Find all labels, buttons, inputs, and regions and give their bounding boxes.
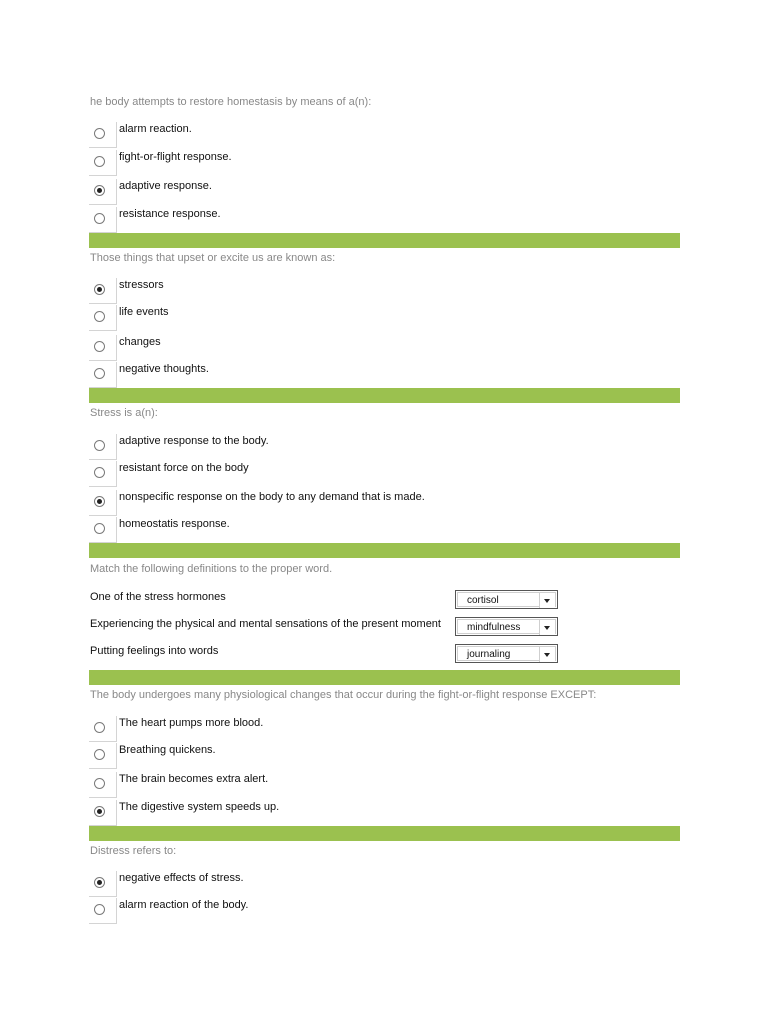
radio-unselected-icon[interactable] bbox=[94, 311, 105, 322]
option-label: adaptive response to the body. bbox=[119, 435, 269, 447]
q1-option-1[interactable] bbox=[89, 122, 649, 142]
separator-bar bbox=[89, 670, 680, 685]
q6-option-2[interactable] bbox=[89, 898, 649, 918]
option-label: The heart pumps more blood. bbox=[119, 717, 264, 729]
radio-selected-icon[interactable] bbox=[94, 806, 105, 817]
option-label: stressors bbox=[119, 279, 164, 291]
q5-option-3[interactable] bbox=[89, 772, 649, 792]
match-definition: One of the stress hormones bbox=[90, 591, 226, 603]
q5-option-1[interactable] bbox=[89, 716, 649, 736]
q6-option-1[interactable] bbox=[89, 871, 649, 891]
radio-selected-icon[interactable] bbox=[94, 284, 105, 295]
radio-unselected-icon[interactable] bbox=[94, 213, 105, 224]
separator-bar bbox=[89, 388, 680, 403]
option-label: fight-or-flight response. bbox=[119, 151, 232, 163]
chevron-down-icon[interactable] bbox=[539, 647, 555, 662]
option-label: negative thoughts. bbox=[119, 363, 209, 375]
radio-unselected-icon[interactable] bbox=[94, 467, 105, 478]
radio-unselected-icon[interactable] bbox=[94, 749, 105, 760]
q2-option-3[interactable] bbox=[89, 335, 649, 355]
question-6-prompt: Distress refers to: bbox=[90, 845, 177, 857]
option-label: resistant force on the body bbox=[119, 462, 249, 474]
option-label: homeostatis response. bbox=[119, 518, 230, 530]
radio-selected-icon[interactable] bbox=[94, 496, 105, 507]
q1-option-3[interactable] bbox=[89, 179, 649, 199]
q1-option-2[interactable] bbox=[89, 150, 649, 170]
q2-option-2[interactable] bbox=[89, 305, 649, 325]
option-label: The digestive system speeds up. bbox=[119, 801, 280, 813]
match-definition: Putting feelings into words bbox=[90, 645, 219, 657]
q3-option-1[interactable] bbox=[89, 434, 649, 454]
option-label: Breathing quickens. bbox=[119, 744, 216, 756]
radio-unselected-icon[interactable] bbox=[94, 722, 105, 733]
question-3-prompt: Stress is a(n): bbox=[90, 407, 158, 419]
separator-bar bbox=[89, 826, 680, 841]
question-1-prompt: he body attempts to restore homestasis by means of a(n): bbox=[90, 96, 372, 108]
separator-bar bbox=[89, 233, 680, 248]
match-dropdown[interactable] bbox=[455, 590, 558, 609]
match-dropdown[interactable] bbox=[455, 644, 558, 663]
option-label: alarm reaction of the body. bbox=[119, 899, 249, 911]
q3-option-4[interactable] bbox=[89, 517, 649, 537]
match-definition: Experiencing the physical and mental sensations of the present moment bbox=[90, 618, 441, 630]
radio-unselected-icon[interactable] bbox=[94, 368, 105, 379]
radio-unselected-icon[interactable] bbox=[94, 156, 105, 167]
option-label: resistance response. bbox=[119, 208, 221, 220]
separator-bar bbox=[89, 543, 680, 558]
option-label: adaptive response. bbox=[119, 180, 212, 192]
question-2-prompt: Those things that upset or excite us are known as: bbox=[90, 252, 336, 264]
dropdown-value: cortisol bbox=[467, 595, 499, 606]
dropdown-value: mindfulness bbox=[467, 622, 521, 633]
q1-option-4[interactable] bbox=[89, 207, 649, 227]
radio-unselected-icon[interactable] bbox=[94, 341, 105, 352]
chevron-down-icon[interactable] bbox=[539, 620, 555, 635]
dropdown-value: journaling bbox=[467, 649, 511, 660]
option-label: The brain becomes extra alert. bbox=[119, 773, 269, 785]
radio-selected-icon[interactable] bbox=[94, 877, 105, 888]
radio-unselected-icon[interactable] bbox=[94, 440, 105, 451]
q3-option-2[interactable] bbox=[89, 461, 649, 481]
q3-option-3[interactable] bbox=[89, 490, 649, 510]
q2-option-4[interactable] bbox=[89, 362, 649, 382]
radio-unselected-icon[interactable] bbox=[94, 523, 105, 534]
option-label: negative effects of stress. bbox=[119, 872, 244, 884]
match-dropdown[interactable] bbox=[455, 617, 558, 636]
question-4-prompt: Match the following definitions to the proper word. bbox=[90, 563, 333, 575]
radio-unselected-icon[interactable] bbox=[94, 904, 105, 915]
chevron-down-icon[interactable] bbox=[539, 593, 555, 608]
q5-option-4[interactable] bbox=[89, 800, 649, 820]
option-label: changes bbox=[119, 336, 161, 348]
radio-unselected-icon[interactable] bbox=[94, 778, 105, 789]
question-5-prompt: The body undergoes many physiological changes that occur during the fight-or-flight response EXCEPT: bbox=[90, 689, 597, 701]
q5-option-2[interactable] bbox=[89, 743, 649, 763]
option-label: nonspecific response on the body to any demand that is made. bbox=[119, 491, 425, 503]
radio-unselected-icon[interactable] bbox=[94, 128, 105, 139]
option-label: alarm reaction. bbox=[119, 123, 192, 135]
radio-selected-icon[interactable] bbox=[94, 185, 105, 196]
q2-option-1[interactable] bbox=[89, 278, 649, 298]
option-label: life events bbox=[119, 306, 169, 318]
